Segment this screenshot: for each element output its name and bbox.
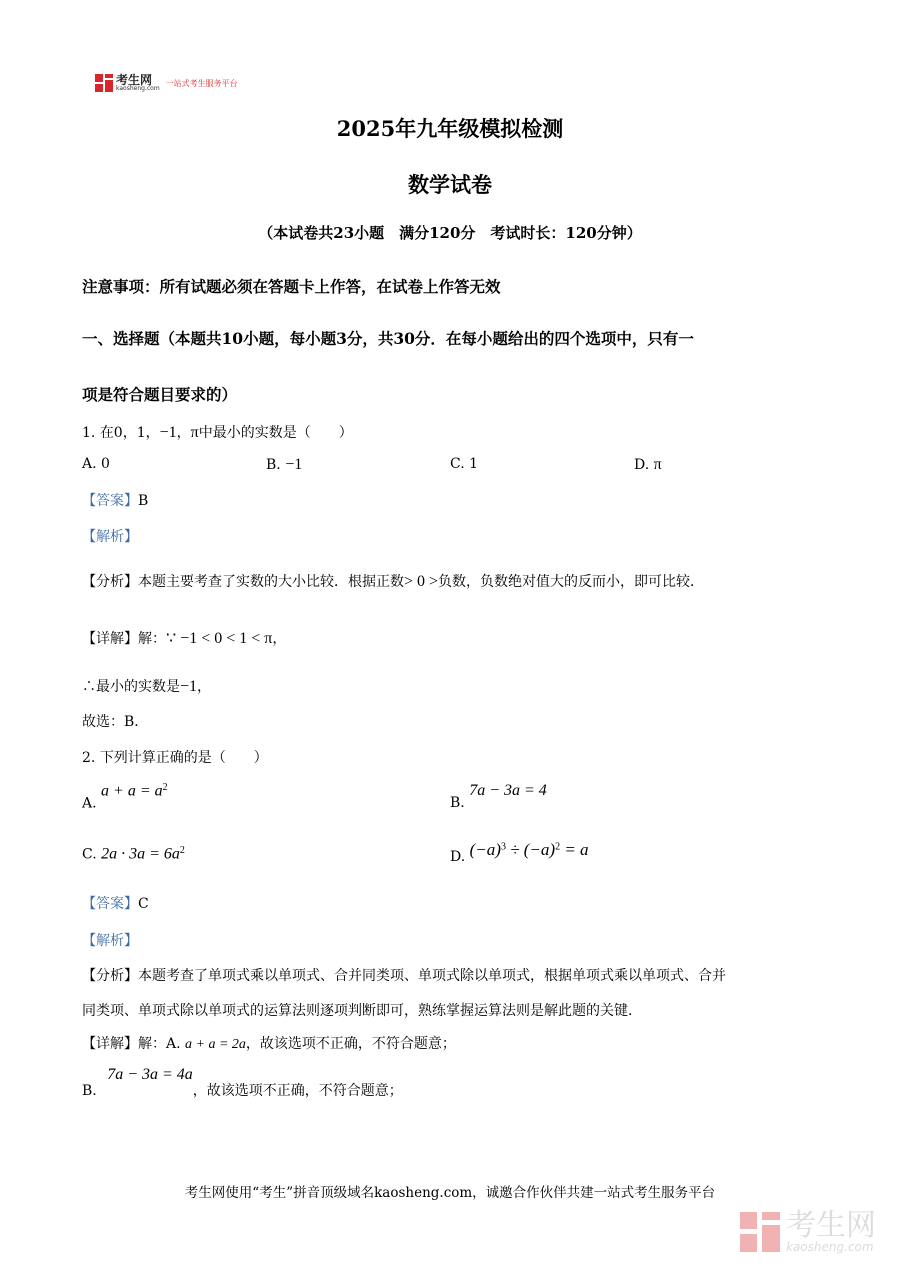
q1-option-b-math: −1: [285, 456, 303, 473]
q2-answer-tag: 【答案】: [82, 896, 138, 912]
q1-stem-post: 中最小的实数是（ ）: [198, 425, 353, 441]
notice: 注意事项：所有试题必须在答题卡上作答，在试卷上作答无效: [82, 277, 501, 296]
q1-fenxi-math: > 0 >: [404, 573, 439, 590]
q1-choose: 故选：B．: [82, 714, 149, 730]
q2-answer-value: C: [138, 896, 149, 912]
q2-option-c-sup: 2: [179, 845, 185, 856]
q2-detail-b: [82, 1066, 403, 1100]
q1-stem-neg1: −1: [159, 424, 177, 441]
q2-option-d: [450, 840, 589, 865]
q2-stem: [82, 747, 268, 767]
watermark: [740, 1208, 876, 1254]
q1-answer-value: B: [138, 493, 149, 509]
q2-detail-b-label: B.: [82, 1083, 97, 1099]
watermark-name: 考生网: [786, 1208, 876, 1243]
q1-xiangjie-math: ∵ −1 < 0 < 1 < π: [166, 630, 273, 647]
q2-xiangjie-post: ，故该选项不正确，不符合题意；: [245, 1036, 456, 1052]
q2-option-c-label: C.: [82, 846, 97, 863]
q1-option-d-math: π: [653, 456, 662, 473]
q1-option-d-label: D.: [634, 457, 650, 473]
q1-number: 1.: [82, 425, 96, 441]
site-logo: [95, 72, 238, 94]
q2-option-d-math2: ÷ (−a): [505, 840, 556, 859]
q2-option-d-sup1: 3: [500, 841, 506, 853]
logo-slogan: 一站式考生服务平台: [165, 78, 238, 88]
q1-xiangjie-pre: 【详解】解：: [82, 631, 166, 647]
exam-info: （本试卷共23小题 满分120分 考试时长：120分钟）: [258, 224, 642, 242]
q1-fenxi-pre: 【分析】本题主要考查了实数的大小比较．根据正数: [82, 574, 404, 590]
q1-stem-sep: ，: [176, 425, 191, 441]
q2-option-d-math1: (−a): [469, 840, 501, 859]
q2-option-b-label: B.: [450, 795, 465, 811]
q2-number: 2.: [82, 750, 96, 766]
q1-stem: [82, 422, 353, 442]
q1-answer-tag: 【答案】: [82, 493, 138, 509]
watermark-logo-icon: [740, 1212, 780, 1252]
q2-fenxi-line2: 同类项、单项式除以单项式的运算法则逐项判断即可，熟练掌握运算法则是解此题的关键．: [82, 1003, 642, 1019]
logo-name: 考生网: [116, 73, 153, 87]
q1-answer: [82, 490, 148, 510]
q1-stem-pi: π: [190, 424, 199, 441]
exam-title: 2025年九年级模拟检测: [336, 116, 564, 141]
q2-detail-b-post: ，故该选项不正确，不符合题意；: [192, 1083, 403, 1099]
page-footer: 考生网使用“考生”拼音顶级域名kaosheng.com，诚邀合作伙伴共建一站式考生服务平台: [184, 1185, 716, 1201]
q2-detail-b-math: 7a − 3a = 4a: [107, 1066, 193, 1083]
q2-fenxi-line1: 【分析】本题考查了单项式乘以单项式、合并同类项、单项式除以单项式，根据单项式乘以单项式、合并: [82, 968, 726, 984]
q2-option-a-math: a + a = a: [101, 782, 163, 800]
q1-fenxi: [82, 571, 704, 591]
q1-fenxi-post: 负数，负数绝对值大的反而小，即可比较．: [438, 574, 705, 590]
q2-xiangjie-math: a + a = 2a: [185, 1037, 246, 1052]
q1-analysis-tag: 【解析】: [82, 529, 138, 545]
q2-option-b: [450, 782, 547, 811]
q2-option-d-sup2: 2: [555, 841, 561, 853]
q2-xiangjie-pre: 【详解】解：A.: [82, 1036, 181, 1052]
q2-option-c: [82, 845, 185, 864]
q2-xiangjie: [82, 1033, 456, 1053]
q1-xiangjie-post: ，: [272, 631, 287, 647]
q1-stem-pre: 在0，1，: [99, 425, 160, 441]
q1-conclusion: [82, 676, 211, 696]
logo-domain: kaosheng.com: [116, 85, 160, 92]
logo-icon: [95, 74, 113, 92]
q2-option-a: [82, 782, 168, 812]
section-heading-line1: 一、选择题（本题共10小题，每小题3分，共30分．在每小题给出的四个选项中，只有一: [82, 329, 694, 348]
q1-option-c: C. 1: [450, 456, 479, 472]
q2-answer: [82, 893, 149, 913]
q2-option-d-label: D.: [450, 849, 466, 865]
q1-option-b-label: B.: [266, 457, 281, 473]
q1-conclusion-post: ，: [197, 679, 212, 695]
q1-option-b: [266, 456, 302, 474]
section-heading-line2: 项是符合题目要求的）: [82, 385, 238, 404]
q2-option-d-math3: = a: [560, 840, 589, 859]
q2-stem-text: 下列计算正确的是（ ）: [99, 750, 268, 766]
q1-option-d: [634, 456, 662, 474]
q1-conclusion-math: −1: [180, 678, 198, 695]
q2-option-c-math: 2a · 3a = 6a: [101, 845, 180, 863]
q1-conclusion-pre: ∴最小的实数是: [82, 679, 180, 695]
q1-option-a: A. 0: [82, 456, 110, 472]
q1-xiangjie: [82, 628, 286, 648]
q2-option-b-math: 7a − 3a = 4: [469, 782, 547, 799]
watermark-domain: kaosheng.com: [786, 1240, 874, 1254]
q2-option-a-label: A.: [82, 795, 97, 812]
q2-analysis-tag: 【解析】: [82, 933, 138, 949]
exam-subtitle: 数学试卷: [408, 172, 492, 197]
q2-option-a-sup: 2: [162, 782, 168, 793]
